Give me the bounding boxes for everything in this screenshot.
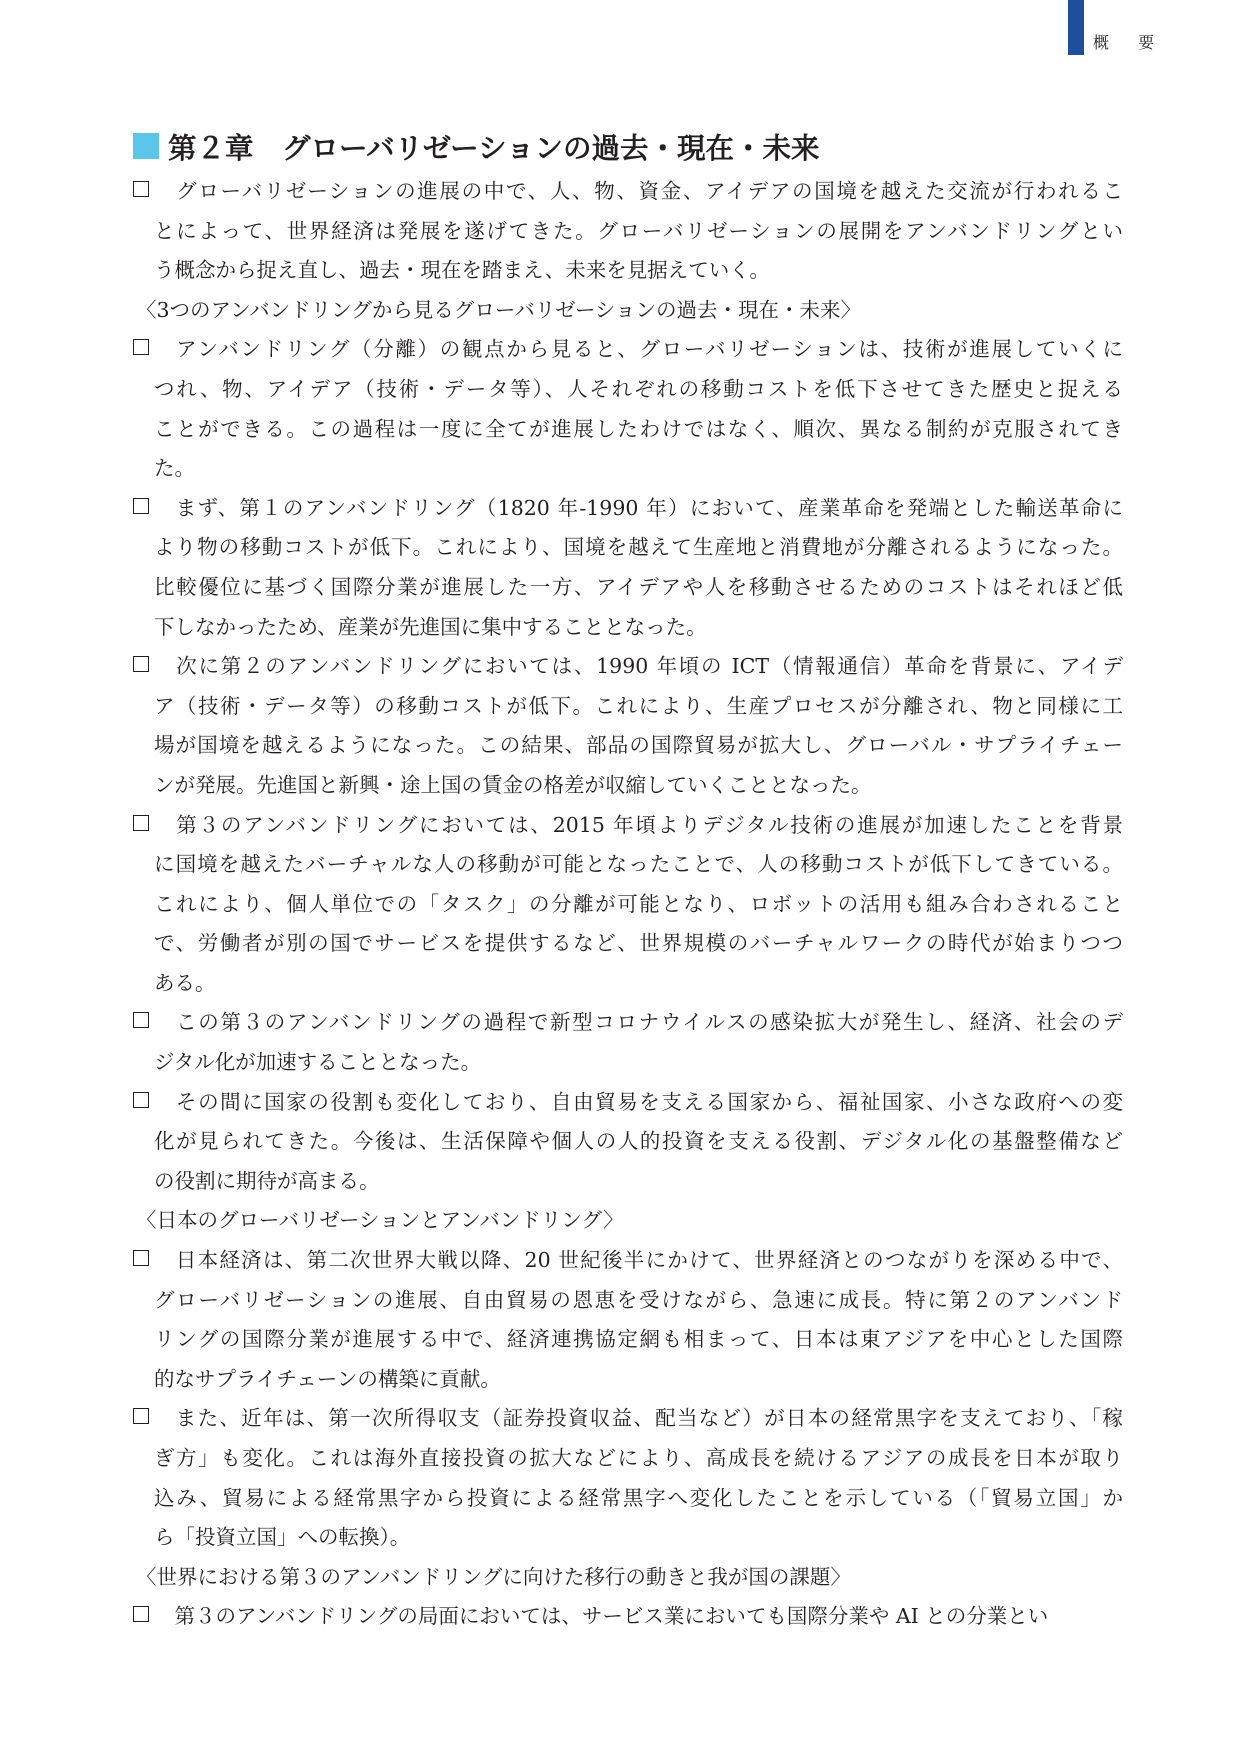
section-label: 概 要	[1093, 33, 1167, 52]
paragraph-line: 込み、貿易による経常黒字から投資による経常黒字へ変化したことを示している（「貿易立国」か	[154, 1485, 1123, 1510]
bullet-paragraph	[133, 1003, 1123, 1082]
paragraph-line: これにより、個人単位での「タスク」の分離が可能となり、ロボットの活用も組み合わされること	[154, 891, 1123, 916]
paragraph-line: まず、第１のアンバンドリング（1820 年-1990 年）において、産業革命を発端とした輸送革命に	[154, 495, 1123, 520]
paragraph-line: で、労働者が別の国でサービスを提供するなど、世界規模のバーチャルワークの時代が始まりつつ	[154, 931, 1123, 956]
paragraph-line: グローバリゼーションの進展の中で、人、物、資金、アイデアの国境を越えた交流が行われるこ	[154, 179, 1123, 203]
paragraph-line: 日本経済は、第二次世界大戦以降、20 世紀後半にかけて、世界経済とのつながりを深める中で、	[154, 1248, 1123, 1273]
paragraph-line: に国境を越えたバーチャルな人の移動が可能となったことで、人の移動コストが低下してきている。	[154, 852, 1123, 877]
paragraph-line: う概念から捉え直し、過去・現在を踏まえ、未来を見据えていく。	[154, 258, 770, 283]
square-bullet-icon	[133, 656, 149, 672]
square-bullet-icon	[133, 1250, 149, 1266]
paragraph-line: 第３のアンバンドリングにおいては、2015 年頃よりデジタル技術の進展が加速したことを背景	[154, 812, 1123, 837]
paragraph-line: 第３のアンバンドリングの局面においては、サービス業においても国際分業や AI との分業とい	[154, 1604, 1049, 1629]
paragraph-line: の役割に期待が高まる。	[154, 1168, 380, 1193]
paragraph-line: グローバリゼーションの進展、自由貿易の恩恵を受けながら、急速に成長。特に第２のアンバンド	[154, 1287, 1123, 1312]
bullet-paragraph	[133, 489, 1123, 647]
bullet-paragraph	[133, 806, 1123, 1004]
subsection-heading: 〈世界における第３のアンバンドリングに向けた移行の動きと我が国の課題〉	[136, 1564, 851, 1589]
bullet-paragraph	[133, 330, 1123, 488]
paragraph-line: ら「投資立国」への転換）。	[154, 1525, 411, 1550]
paragraph-line: また、近年は、第一次所得収支（証券投資収益、配当など）が日本の経常黒字を支えており、「稼	[154, 1406, 1123, 1431]
body-text	[133, 172, 1123, 1637]
bullet-paragraph	[133, 1083, 1123, 1202]
square-bullet-icon	[133, 1408, 149, 1424]
paragraph-line: とによって、世界経済は発展を遂げてきた。グローバリゼーションの展開をアンバンドリングとい	[154, 218, 1123, 243]
square-bullet-icon	[133, 339, 149, 355]
subsection-heading: 〈3つのアンバンドリングから見るグローバリゼーションの過去・現在・未来〉	[136, 297, 862, 322]
paragraph-line: ジタル化が加速することとなった。	[154, 1050, 482, 1075]
section-tab-bar	[1068, 0, 1084, 55]
square-bullet-icon	[133, 1606, 149, 1622]
square-bullet-icon	[133, 1092, 149, 1108]
bullet-paragraph	[133, 172, 1123, 291]
paragraph-line: た。	[154, 456, 195, 481]
paragraph-line: アンバンドリング（分離）の観点から見ると、グローバリゼーションは、技術が進展していくに	[154, 337, 1123, 362]
paragraph-line: ンが発展。先進国と新興・途上国の賃金の格差が収縮していくこととなった。	[154, 772, 872, 797]
paragraph-line: 次に第２のアンバンドリングにおいては、1990 年頃の ICT（情報通信）革命を背景に、アイデ	[154, 654, 1123, 679]
paragraph-line: ぎ方」も変化。これは海外直接投資の拡大などにより、高成長を続けるアジアの成長を日本が取り	[154, 1446, 1123, 1470]
paragraph-line: この第３のアンバンドリングの過程で新型コロナウイルスの感染拡大が発生し、経済、社会のデ	[154, 1010, 1123, 1035]
paragraph-line: ある。	[154, 970, 216, 995]
chapter-heading	[133, 128, 820, 164]
chapter-title: 第２章 グローバリゼーションの過去・現在・未来	[168, 130, 820, 165]
bullet-paragraph	[133, 1399, 1123, 1557]
square-bullet-icon	[133, 498, 149, 514]
subsection-heading: 〈日本のグローバリゼーションとアンバンドリング〉	[136, 1208, 624, 1233]
paragraph-line: 比較優位に基づく国際分業が進展した一方、アイデアや人を移動させるためのコストはそれほど低	[154, 574, 1123, 599]
heading-square-icon	[133, 133, 159, 159]
bullet-paragraph	[133, 1597, 1123, 1637]
square-bullet-icon	[133, 815, 149, 831]
bullet-paragraph	[133, 647, 1123, 805]
bullet-paragraph	[133, 1241, 1123, 1399]
paragraph-line: 下しなかったため、産業が先進国に集中することとなった。	[154, 614, 707, 639]
square-bullet-icon	[133, 181, 149, 197]
paragraph-line: つれ、物、アイデア（技術・データ等）、人それぞれの移動コストを低下させてきた歴史と捉える	[154, 376, 1123, 401]
paragraph-line: 化が見られてきた。今後は、生活保障や個人の人的投資を支える役割、デジタル化の基盤整備など	[154, 1129, 1123, 1154]
paragraph-line: その間に国家の役割も変化しており、自由貿易を支える国家から、福祉国家、小さな政府への変	[154, 1089, 1123, 1114]
square-bullet-icon	[133, 1012, 149, 1028]
paragraph-line: 的なサプライチェーンの構築に貢献。	[154, 1366, 501, 1391]
paragraph-line: 場が国境を越えるようになった。この結果、部品の国際貿易が拡大し、グローバル・サプライチェー	[154, 733, 1123, 758]
paragraph-line: リングの国際分業が進展する中で、経済連携協定網も相まって、日本は東アジアを中心とした国際	[154, 1327, 1123, 1352]
paragraph-line: より物の移動コストが低下。これにより、国境を越えて生産地と消費地が分離されるようになった。	[154, 535, 1123, 560]
paragraph-line: ことができる。この過程は一度に全てが進展したわけではなく、順次、異なる制約が克服されてき	[154, 416, 1123, 441]
paragraph-line: ア（技術・データ等）の移動コストが低下。これにより、生産プロセスが分離され、物と同様に工	[154, 693, 1123, 718]
